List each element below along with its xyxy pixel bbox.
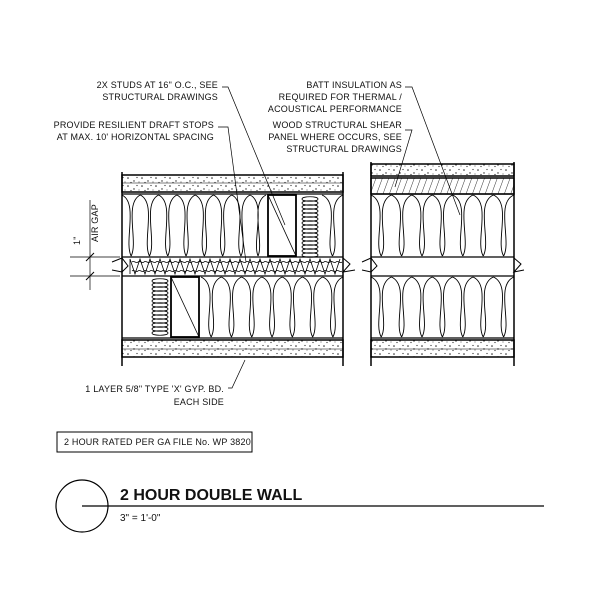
svg-text:BATT INSULATION AS: BATT INSULATION AS <box>306 80 402 90</box>
svg-text:STRUCTURAL DRAWINGS: STRUCTURAL DRAWINGS <box>286 144 402 154</box>
svg-text:1 LAYER 5/8" TYPE 'X' GYP. BD.: 1 LAYER 5/8" TYPE 'X' GYP. BD. <box>85 384 224 394</box>
svg-text:AT MAX. 10' HORIZONTAL SPACING: AT MAX. 10' HORIZONTAL SPACING <box>56 132 214 142</box>
svg-text:PROVIDE RESILIENT DRAFT STOPS: PROVIDE RESILIENT DRAFT STOPS <box>53 120 214 130</box>
shear-panel <box>371 178 514 194</box>
svg-text:PANEL WHERE OCCURS, SEE: PANEL WHERE OCCURS, SEE <box>268 132 402 142</box>
note-shear-panel <box>268 120 402 154</box>
rating-text: 2 HOUR RATED PER GA FILE No. WP 3820 <box>64 437 251 447</box>
air-gap-draft-stop <box>130 259 342 274</box>
svg-text:WOOD STRUCTURAL SHEAR: WOOD STRUCTURAL SHEAR <box>272 120 402 130</box>
svg-text:2X STUDS AT 16" O.C., SEE: 2X STUDS AT 16" O.C., SEE <box>96 80 218 90</box>
gyp-board-top-left <box>122 175 343 192</box>
right-wall-assembly <box>362 162 524 366</box>
svg-text:REQUIRED FOR THERMAL /: REQUIRED FOR THERMAL / <box>278 92 402 102</box>
drawing-scale: 3" = 1'-0" <box>120 513 161 524</box>
svg-text:ACOUSTICAL PERFORMANCE: ACOUSTICAL PERFORMANCE <box>267 104 402 114</box>
svg-text:EACH SIDE: EACH SIDE <box>173 397 224 407</box>
left-wall-assembly <box>112 172 355 366</box>
air-gap-label: AIR GAP <box>90 204 100 242</box>
batt-insulation-lower-left <box>201 277 343 337</box>
drawing-title: 2 HOUR DOUBLE WALL <box>120 487 303 504</box>
svg-text:STRUCTURAL DRAWINGS: STRUCTURAL DRAWINGS <box>102 92 218 102</box>
note-batt-insulation <box>268 80 402 114</box>
batt-insulation-lower-right <box>371 277 514 337</box>
note-gyp-board <box>85 384 224 407</box>
gyp-board-bottom-left <box>122 340 343 357</box>
air-gap-dim-value: 1" <box>72 236 82 245</box>
draft-stop-coil-lower <box>152 279 168 336</box>
gyp-board-bottom-right <box>371 340 514 357</box>
rating-box <box>57 432 252 452</box>
gyp-board-top-right <box>371 164 514 176</box>
batt-insulation-upper-right <box>371 195 514 256</box>
air-gap-dimension <box>70 200 120 290</box>
title-block <box>56 480 544 532</box>
note-draft-stops <box>54 120 214 142</box>
note-studs <box>97 80 218 102</box>
draft-stop-coil-upper <box>302 197 318 258</box>
